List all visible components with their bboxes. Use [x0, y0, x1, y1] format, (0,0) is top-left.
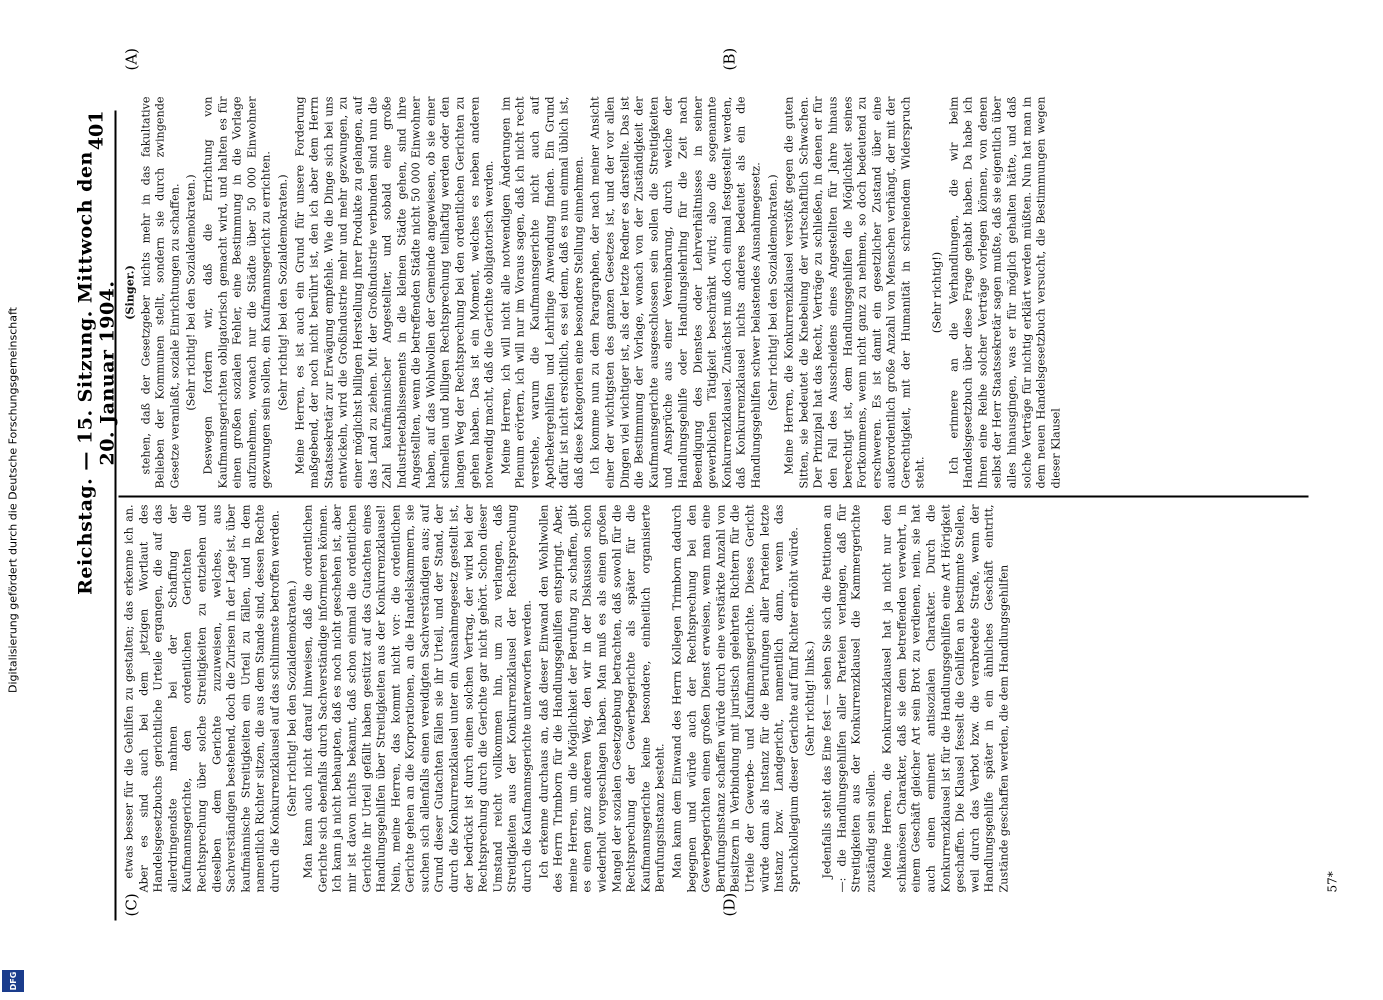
paragraph: Meine Herren, die Konkurrenzklausel hat ja nicht nur den schikanösen Charakter, daß sie dem betreffenden verwehrt, in einem Geschäft gleicher Art sein Brot zu verdienen, nein, sie hat auch einen eminent antisozialen Charakter. Durch die Konkurrenzklausel ist für die Handlungsgehilfen eine Art Hörigkeit geschaffen. Die Klausel fesselt die Gehilfen an bestimmte Stellen, weil durch das Verbot bzw. die verabredete Strafe, wenn der Handlungsgehilfe später in ein ähnliches Geschäft eintritt, Zustände geschaffen werden, die dem Handlungsgehilfen	[880, 504, 1011, 892]
margin-letter-b: (B)	[720, 47, 738, 70]
paragraph: (Sehr richtig! bei den Sozialdemokraten.)	[765, 173, 779, 411]
page-header	[74, 110, 118, 895]
signature-mark: 57*	[1325, 870, 1339, 892]
paragraph: Ich erkenne durchaus an, daß dieser Einwand den Wohlwollen des Herrn Trimborn für die Handlungsgehilfen entspringt. Aber, meine Herren, um die Möglichkeit der Berufung zu schaffen, gibt es einen ganz anderen Weg, den wir in der Diskussion schon wiederholt vorgeschlagen haben. Man muß es als einen großen Mangel der sozialen Gesetzgebung betrachten, daß sowohl für die Rechtsprechung der Gewerbegerichte als später für die Kaufmannsgerichte keine besondere, einheitlich organisierte Berufungsinstanz besteht.	[536, 504, 667, 892]
digitization-credit: Digitalisierung gefördert durch die Deutsche Forschungsgemeinschaft	[6, 307, 20, 693]
paragraph: (Sehr richtig! links.)	[803, 640, 817, 756]
paragraph: Jedenfalls steht das Eine fest — sehen Sie sich die Petitionen an —: die Handlungsgehilfen aller Parteien verlangen, daß für Streitigkeiten aus der Konkurrenzklausel die Kammergerichte zuständig sein sollen.	[819, 504, 877, 892]
paragraph: stehen, daß der Gesetzgeber nichts mehr in das fakultative Belieben der Kommunen stellt, sondern sie durch zwingende Gesetze veranlaßt, soziale Einrichtungen zu schaffen.	[138, 96, 181, 488]
header-rule	[114, 110, 116, 920]
header-title: Reichstag. — 15. Sitzung. Mittwoch den 20. Januar 1904.	[74, 150, 118, 595]
paragraph: Meine Herren, es ist auch ein Grund für unsere Forderung maßgebend, der noch nicht berührt ist, den ich aber dem Herrn Staatssekretär zur Erwägung empfehle. Wie die Dinge sich bei uns entwickeln, wird die Großindustrie mehr und mehr gezwungen, zu einer möglichst billigen Herstellung ihrer Produkte zu gelangen, auf das Land zu ziehen. Mit der Großindustrie verbunden sind nun die Zahl kaufmännischer Angestellter, und sobald eine große Industrieetablissements in die kleinen Städte gehen, sind ihre Angestellten, wenn die betreffenden Städte nicht 50 000 Einwohner haben, auf das Wohlwollen der Gemeinde angewiesen, ob sie einer schnellen und billigen Rechtsprechung teilhaftig werden oder den langen Weg der Rechtsprechung bei den ordentlichen Gerichten zu gehen haben. Das ist ein Moment, welches es neben anderen notwendig macht, daß die Gerichte obligatorisch werden.	[292, 96, 496, 488]
paragraph: (Sehr richtig! bei den Sozialdemokraten.)	[275, 173, 289, 411]
page-number: 401	[85, 110, 107, 150]
paragraph: Deswegen fordern wir, daß die Errichtung von Kaufmannsgerichten obligatorisch gemacht wird, und halten es für einen großen sozialen Fehler, eine Bestimmung in die Vorlage aufzunehmen, wonach nur die Städte über 50 000 Einwohner gezwungen sein sollen, ein Kaufmannsgericht zu errichten.	[200, 96, 273, 488]
paragraph: (Sehr richtig!)	[930, 251, 944, 333]
left-column-text	[139, 96, 1064, 488]
right-column	[122, 504, 1312, 892]
paragraph: Meine Herren, ich will nicht alle notwendigen Änderungen im Plenum erörtern, ich will nur im Voraus sagen, daß ich nicht recht verstehe, warum die Kaufmannsgerichte nicht auch auf Apothekergehilfen und Lehrlinge Anwendung finden. Ein Grund dafür ist nicht ersichtlich, es sei denn, daß es nun einmal üblich ist, daß diese Kategorien eine besondere Stellung einnehmen.	[498, 96, 585, 488]
paragraph: Man kann dem Einwand des Herrn Kollegen Trimborn dadurch begegnen und würde auch der Rechtsprechung bei den Gewerbegerichten einen großen Dienst erweisen, wenn man eine Berufungsinstanz schaffen würde durch eine verstärkte Anzahl von Beisitzern in Verbindung mit juristisch gelehrten Richtern für die Urteile der Gewerbe- und Kaufmannsgerichte. Dieses Gericht würde dann als Instanz für die Berufungen aller Parteien letzte Instanz bzw. Landgericht, namentlich dann, wenn das Spruchkollegium dieser Gerichte auf fünf Richter erhöht würde.	[669, 504, 800, 892]
paragraph: (Sehr richtig! bei den Sozialdemokraten.)	[184, 173, 198, 411]
paragraph: Ich komme nun zu dem Paragraphen, der nach meiner Ansicht einer der wichtigsten des ganzen Gesetzes ist, und der vor allen Dingen viel wichtiger ist, als der letzte Redner es darstellte. Das ist die Bestimmung der Vorlage, wonach von der Zuständigkeit der Kaufmannsgerichte ausgeschlossen sein sollen die Streitigkeiten und Ansprüche aus einer Vereinbarung, durch welche der Handlungsgehilfe oder Handlungslehrling für die Zeit nach Beendigung des Dienstes oder Lehrverhältnisses in seiner gewerblichen Tätigkeit beschränkt wird; also die sogenannte Konkurrenzklausel. Zunächst muß doch einmal festgestellt werden, daß Konkurrenzklausel nichts anderes bedeutet als ein die Handlungsgehilfen schwer belastendes Ausnahmegesetz.	[588, 96, 762, 488]
paragraph: etwas besser für die Gehilfen zu gestalten; das erkenne ich an. Aber es sind auch bei dem jetzigen Wortlaut des Handelsgesetzbuchs gerichtliche Urteile ergangen, die auf das allerdringendste mahnen bei der Schaffung der Kaufmannsgerichte, den ordentlichen Gerichten die Rechtsprechung über solche Streitigkeiten zu entziehen und dieselben dem Gerichte zuzuweisen, welches, aus Sachverständigen bestehend, doch die Zurisen in der Lage ist, über kaufmännische Streitigkeiten ein Urteil zu fällen, und in dem namentlich Richter sitzen, die aus dem Stande sind, dessen Rechte durch die Konkurrenzklausel auf das schlimmste betroffen werden.	[122, 504, 281, 892]
paragraph: Man kann auch nicht darauf hinweisen, daß die ordentlichen Gerichte sich ebenfalls durch Sachverständige informieren können. Ich kann ja nicht behaupten, daß es noch nicht geschehen ist, aber mir ist davon nichts bekannt, daß schon einmal die ordentlichen Gerichte ihr Urteil gefällt haben gestützt auf das Gutachten eines Handlungsgehilfen über Streitigkeiten aus der Konkurrenzklausel! Nein, meine Herren, das kommt nicht vor: die ordentlichen Gerichte gehen an die Korporationen, an die Handelskammern, sie suchen sich allenfalls einen vereidigten Sachverständigen aus; auf Grund dieser Gutachten fällen sie ihr Urteil, und der Stand, der durch die Konkurrenzklausel unter ein Ausnahmegesetz gestellt ist, der bedrückt ist durch einen solchen Vertrag, der wird bei der Rechtsprechung durch die Gerichte gar nicht gehört. Schon dieser Umstand reicht vollkommen hin, um zu verlangen, daß Streitigkeiten aus der Konkurrenzklausel der Rechtsprechung durch die Kaufmannsgerichte unterworfen werden.	[301, 504, 534, 892]
margin-letter-a: (A)	[122, 47, 140, 70]
paragraph: Meine Herren, die Konkurrenzklausel verstößt gegen die guten Sitten, sie bedeutet die Knebelung der wirtschaftlich Schwachen. Der Prinzipal hat das Recht, Verträge zu schließen, in denen er für den Fall des Ausscheidens eines Angestellten für Jahre hinaus berechtigt ist, dem Handlungsgehilfen die Möglichkeit seines Fortkommens, wenn nicht ganz zu nehmen, so doch bedeutend zu erschweren. Es ist damit ein gesetzlicher Zustand über eine außerordentlich große Anzahl von Menschen verhängt, der mit der Gerechtigkeit, mit der Humanität in schreiendem Widerspruch steht.	[782, 96, 927, 488]
margin-letter-c: (C)	[122, 892, 140, 916]
dfg-logo: DFG	[2, 970, 24, 992]
left-column	[122, 96, 1312, 488]
paragraph: Ich erinnere an die Verhandlungen, die wir beim Handelsgesetzbuch über diese Frage gehabt haben. Da habe ich Ihnen eine Reihe solcher Verträge vorlegen können, von denen selbst der Herr Staatssekretär sagen mußte, daß sie eigentlich über alles hinausgingen, was er für möglich gehalten hätte, und daß solche Verträge für nichtig erklärt werden müßten. Nun hat man in dem neuen Handelsgesetzbuch versucht, die Bestimmungen wegen dieser Klausel	[946, 96, 1062, 488]
right-column-text	[122, 504, 1012, 892]
speaker-name: (Singer.)	[122, 264, 136, 320]
margin-letter-d: (D)	[720, 892, 738, 916]
column-divider	[118, 495, 1308, 497]
paragraph: (Sehr richtig! bei den Sozialdemokraten.)	[284, 579, 298, 817]
